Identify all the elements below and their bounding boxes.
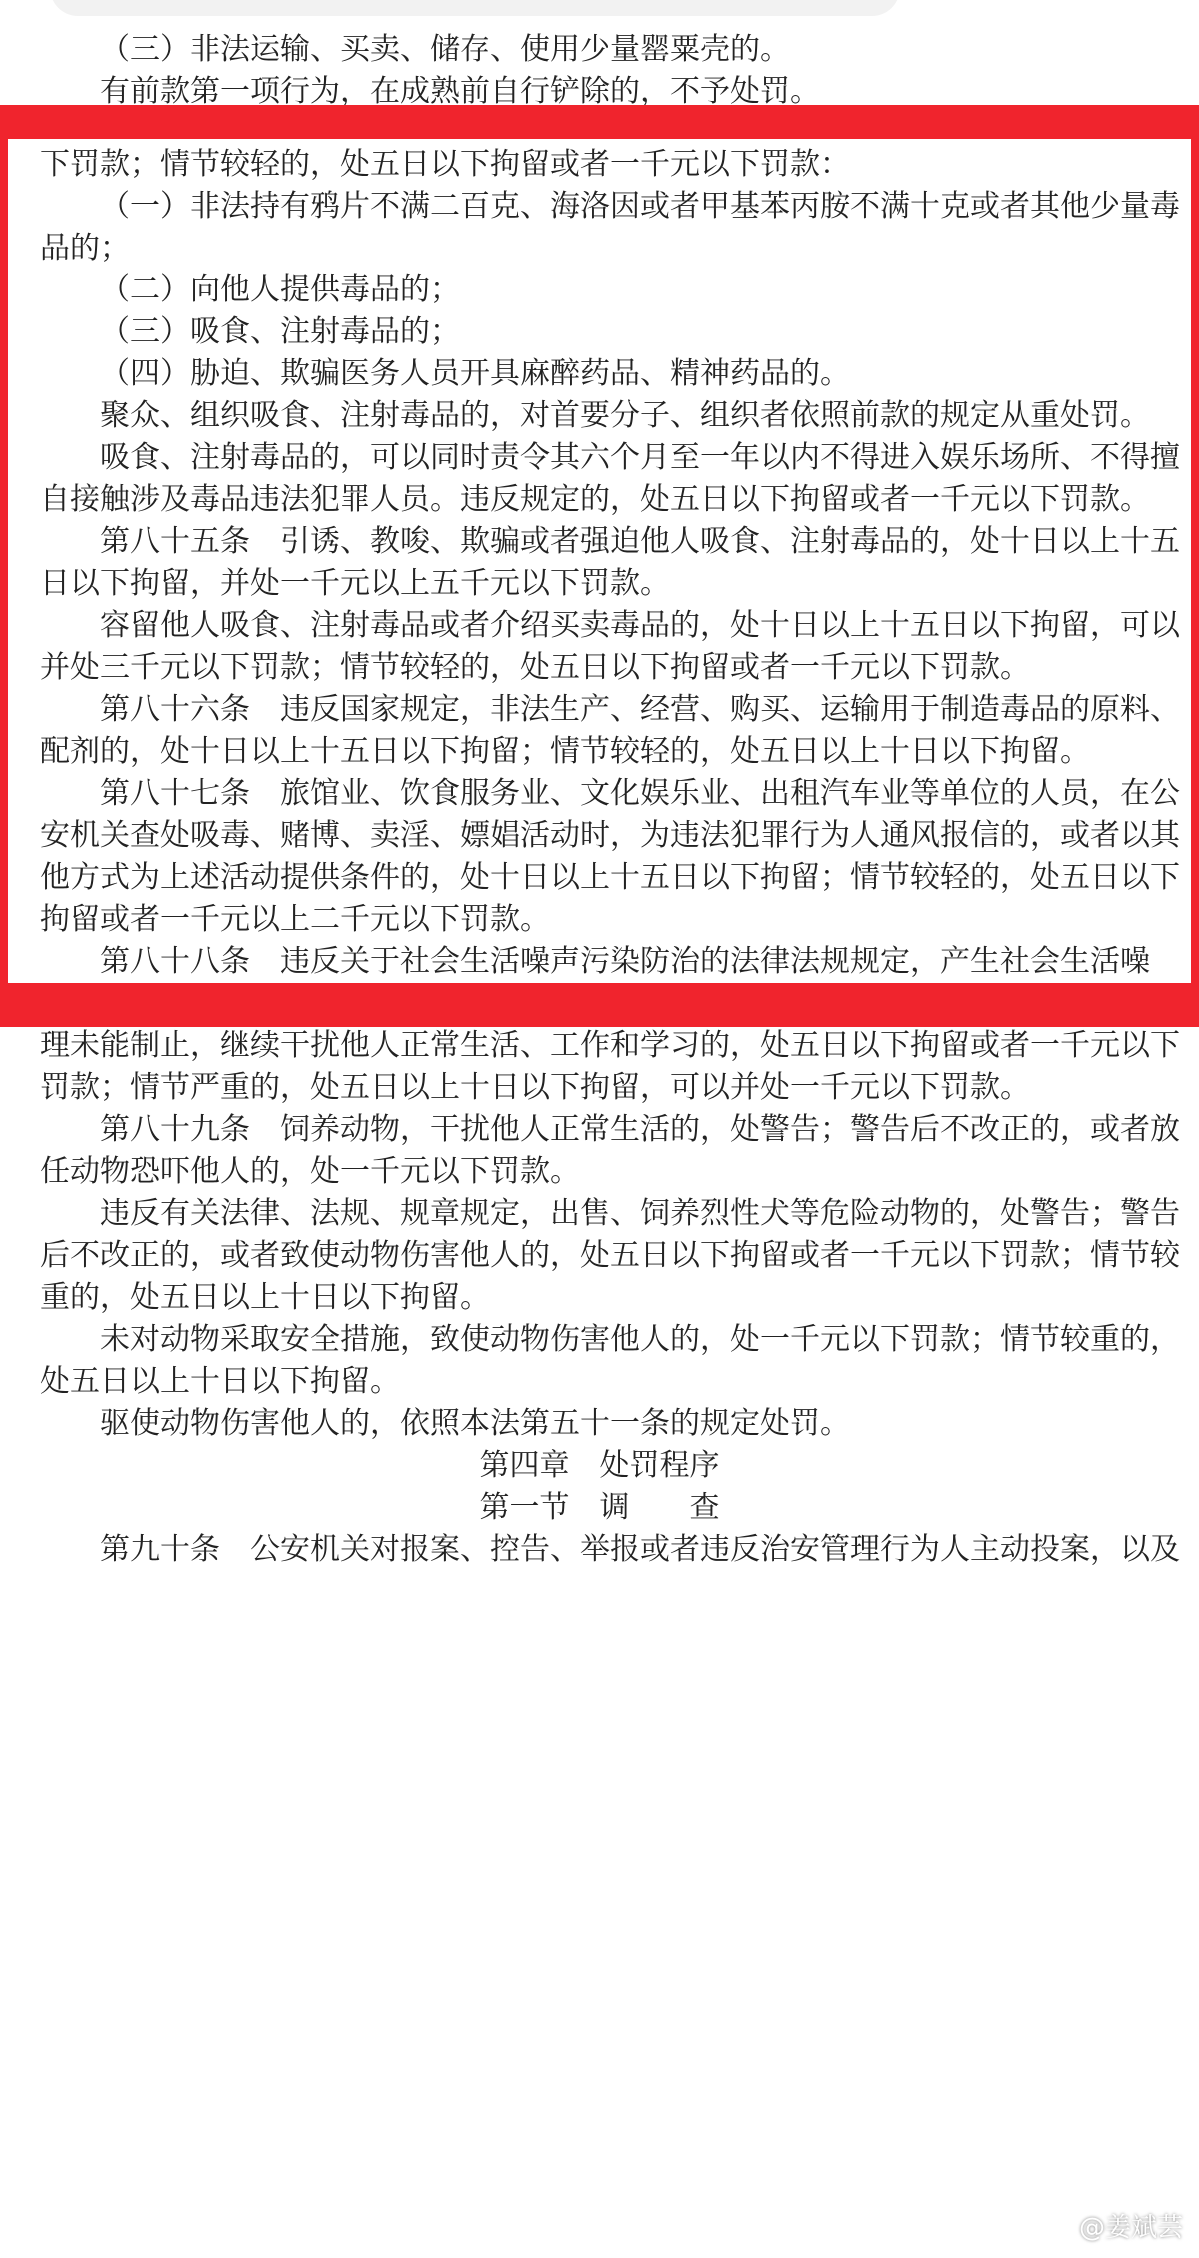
- watermark: @姜斌芸: [1078, 2213, 1183, 2243]
- text-line: 违反有关法律、法规、规章规定，出售、饲养烈性犬等危险动物的，处警告；警告: [100, 1196, 1180, 1231]
- text-line: （四）胁迫、欺骗医务人员开具麻醉药品、精神药品的。: [100, 356, 850, 391]
- text-line: 拘留或者一千元以上二千元以下罚款。: [40, 902, 550, 937]
- text-line: 自接触涉及毒品违法犯罪人员。违反规定的，处五日以下拘留或者一千元以下罚款。: [40, 482, 1150, 517]
- text-line: 下罚款；情节较轻的，处五日以下拘留或者一千元以下罚款：: [40, 147, 850, 182]
- article-86-heading: 第八十六条 违反国家规定，非法生产、经营、购买、运输用于制造毒品的原料、: [100, 692, 1180, 727]
- text-line: 任动物恐吓他人的，处一千元以下罚款。: [40, 1154, 580, 1189]
- text-line: 配剂的，处十日以上十五日以下拘留；情节较轻的，处五日以上十日以下拘留。: [40, 734, 1090, 769]
- text-line: （三）吸食、注射毒品的；: [100, 314, 460, 349]
- text-line: 未对动物采取安全措施，致使动物伤害他人的，处一千元以下罚款；情节较重的，: [100, 1322, 1180, 1357]
- text-line: 容留他人吸食、注射毒品或者介绍买卖毒品的，处十日以上十五日以下拘留，可以: [100, 608, 1180, 643]
- text-line: 品的；: [40, 231, 130, 266]
- article-88-heading: 第八十八条 违反关于社会生活噪声污染防治的法律法规规定，产生社会生活噪: [100, 944, 1150, 979]
- text-line: （一）非法持有鸦片不满二百克、海洛因或者甲基苯丙胺不满十克或者其他少量毒: [100, 189, 1180, 224]
- text-line: 安机关查处吸毒、赌博、卖淫、嫖娼活动时，为违法犯罪行为人通风报信的，或者以其: [40, 818, 1180, 853]
- text-line: 日以下拘留，并处一千元以上五千元以下罚款。: [40, 566, 670, 601]
- article-85-heading: 第八十五条 引诱、教唆、欺骗或者强迫他人吸食、注射毒品的，处十日以上十五: [100, 524, 1180, 559]
- text-line: 理未能制止，继续干扰他人正常生活、工作和学习的，处五日以下拘留或者一千元以下: [40, 1028, 1180, 1063]
- text-line: 重的，处五日以上十日以下拘留。: [40, 1280, 490, 1315]
- text-line: 他方式为上述活动提供条件的，处十日以上十五日以下拘留；情节较轻的，处五日以下: [40, 860, 1180, 895]
- text-line: 声，经基层群众性自治组织、业主委员会、物业服务人、有关部门依法劝阻、调解和处: [40, 986, 1180, 1021]
- text-line: 后不改正的，或者致使动物伤害他人的，处五日以下拘留或者一千元以下罚款；情节较: [40, 1238, 1180, 1273]
- article-84-heading: 第八十四条 有下列行为之一的，处十日以上十五日以下拘留，可以并处三千元以: [100, 105, 1180, 140]
- text-line: （二）向他人提供毒品的；: [100, 272, 460, 307]
- text-line: 有前款第一项行为，在成熟前自行铲除的，不予处罚。: [100, 74, 820, 109]
- article-89-heading: 第八十九条 饲养动物，干扰他人正常生活的，处警告；警告后不改正的，或者放: [100, 1112, 1180, 1147]
- text-line: 吸食、注射毒品的，可以同时责令其六个月至一年以内不得进入娱乐场所、不得擅: [100, 440, 1180, 475]
- article-90-heading: 第九十条 公安机关对报案、控告、举报或者违反治安管理行为人主动投案，以及: [100, 1532, 1180, 1567]
- text-line: 罚款；情节严重的，处五日以上十日以下拘留，可以并处一千元以下罚款。: [40, 1070, 1030, 1105]
- text-line: 驱使动物伤害他人的，依照本法第五十一条的规定处罚。: [100, 1406, 850, 1441]
- top-search-bar-remnant: [50, 0, 900, 16]
- text-line: 聚众、组织吸食、注射毒品的，对首要分子、组织者依照前款的规定从重处罚。: [100, 398, 1150, 433]
- chapter-heading: 第四章 处罚程序: [479, 1448, 720, 1483]
- text-line: （三）非法运输、买卖、储存、使用少量罂粟壳的。: [100, 32, 790, 67]
- text-line: 处五日以上十日以下拘留。: [40, 1364, 400, 1399]
- text-line: 并处三千元以下罚款；情节较轻的，处五日以下拘留或者一千元以下罚款。: [40, 650, 1030, 685]
- section-heading: 第一节 调 查: [479, 1490, 720, 1525]
- article-87-heading: 第八十七条 旅馆业、饮食服务业、文化娱乐业、出租汽车业等单位的人员，在公: [100, 776, 1180, 811]
